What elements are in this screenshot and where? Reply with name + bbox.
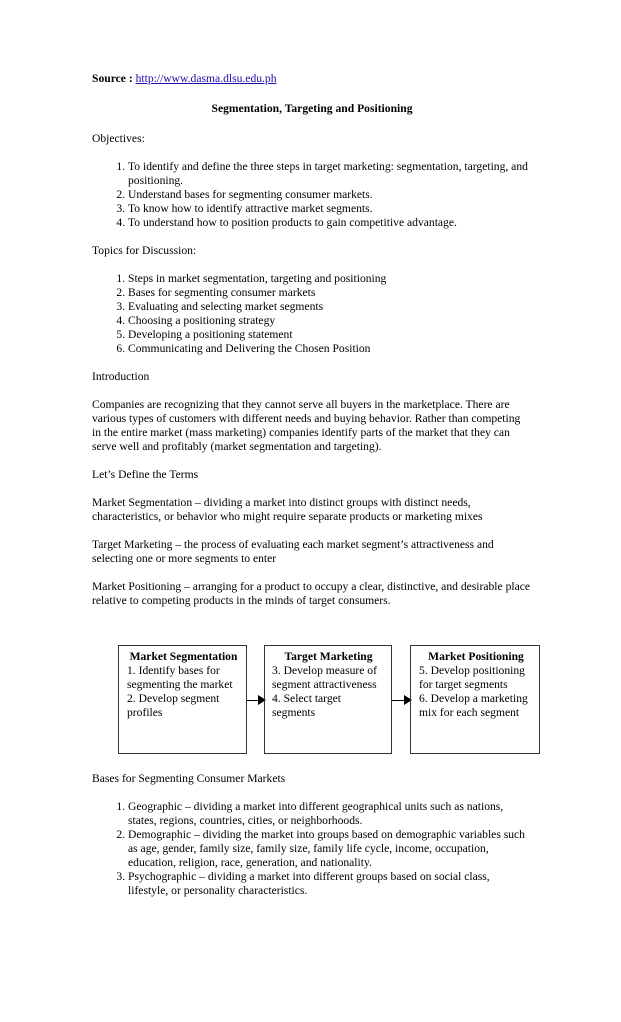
box-step: 6. Develop a marketing mix for each segment [419, 692, 528, 719]
box-step: 4. Select target segments [272, 692, 342, 719]
list-item: 4. Choosing a positioning strategy [128, 314, 532, 328]
bases-list [92, 800, 532, 898]
box-step: 3. Develop measure of segment attractiveness [272, 664, 377, 691]
arrow-icon [247, 700, 264, 701]
list-item: 1. To identify and define the three steps in target marketing: segmentation, targeting, and positioning. [128, 160, 532, 188]
list-item: 2. Demographic – dividing the market into groups based on demographic variables such as age, gender, family size, family size, family life cycle, income, occupation, education, religion, race, generation, and nationality. [128, 828, 532, 870]
document-page [92, 72, 532, 608]
box-heading: Market Positioning [428, 650, 524, 663]
list-item: 2. Bases for segmenting consumer markets [128, 286, 532, 300]
list-item: 1. Steps in market segmentation, targeting and positioning [128, 272, 532, 286]
box-step: 1. Identify bases for segmenting the market [127, 664, 233, 691]
box-step: 5. Develop positioning for target segments [419, 664, 525, 691]
arrow-icon [392, 700, 410, 701]
list-item: 3. Psychographic – dividing a market into different groups based on social class, lifestyle, or personality characteristics. [128, 870, 532, 898]
positioning-box [410, 645, 540, 754]
objectives-heading: Objectives: [92, 132, 145, 145]
bases-section [92, 772, 532, 898]
topics-heading: Topics for Discussion: [92, 244, 197, 257]
list-item: 1. Geographic – dividing a market into different geographical units such as nations, states, regions, countries, cities, or neighborhoods. [128, 800, 532, 828]
list-item: 3. To know how to identify attractive market segments. [128, 202, 532, 216]
term-positioning: Market Positioning – arranging for a product to occupy a clear, distinctive, and desirable place relative to competing products in the minds of target consumers. [92, 580, 531, 607]
term-targeting: Target Marketing – the process of evaluating each market segment’s attractiveness and selecting one or more segments to enter [92, 538, 494, 565]
list-item: 2. Understand bases for segmenting consumer markets. [128, 188, 532, 202]
introduction-body: Companies are recognizing that they cannot serve all buyers in the marketplace. There are various types of customers with different needs and buying behavior. Rather than competing in the entire market (mass marketing) companies identify parts of the market that they can serve well and profitably (market segmentation and targeting). [92, 398, 521, 453]
source-link[interactable]: http://www.dasma.dlsu.edu.ph [135, 72, 277, 85]
segmentation-box [118, 645, 247, 754]
list-item: 5. Developing a positioning statement [128, 328, 532, 342]
introduction-heading: Introduction [92, 370, 150, 383]
stp-flow-diagram [118, 645, 540, 757]
page-title: Segmentation, Targeting and Positioning [211, 102, 413, 115]
bases-heading: Bases for Segmenting Consumer Markets [92, 772, 286, 785]
source-line [92, 72, 532, 86]
list-item: 6. Communicating and Delivering the Chosen Position [128, 342, 532, 356]
list-item: 3. Evaluating and selecting market segments [128, 300, 532, 314]
box-step: 2. Develop segment profiles [127, 692, 220, 719]
box-heading: Target Marketing [284, 650, 373, 663]
list-item: 4. To understand how to position products to gain competitive advantage. [128, 216, 532, 230]
terms-heading: Let’s Define the Terms [92, 468, 199, 481]
objectives-list [92, 160, 532, 230]
term-segmentation: Market Segmentation – dividing a market into distinct groups with distinct needs, characteristics, or behavior who might require separate products or marketing mixes [92, 496, 483, 523]
source-label: Source : [92, 72, 133, 85]
targeting-box [264, 645, 392, 754]
topics-list [92, 272, 532, 356]
box-heading: Market Segmentation [129, 650, 238, 663]
